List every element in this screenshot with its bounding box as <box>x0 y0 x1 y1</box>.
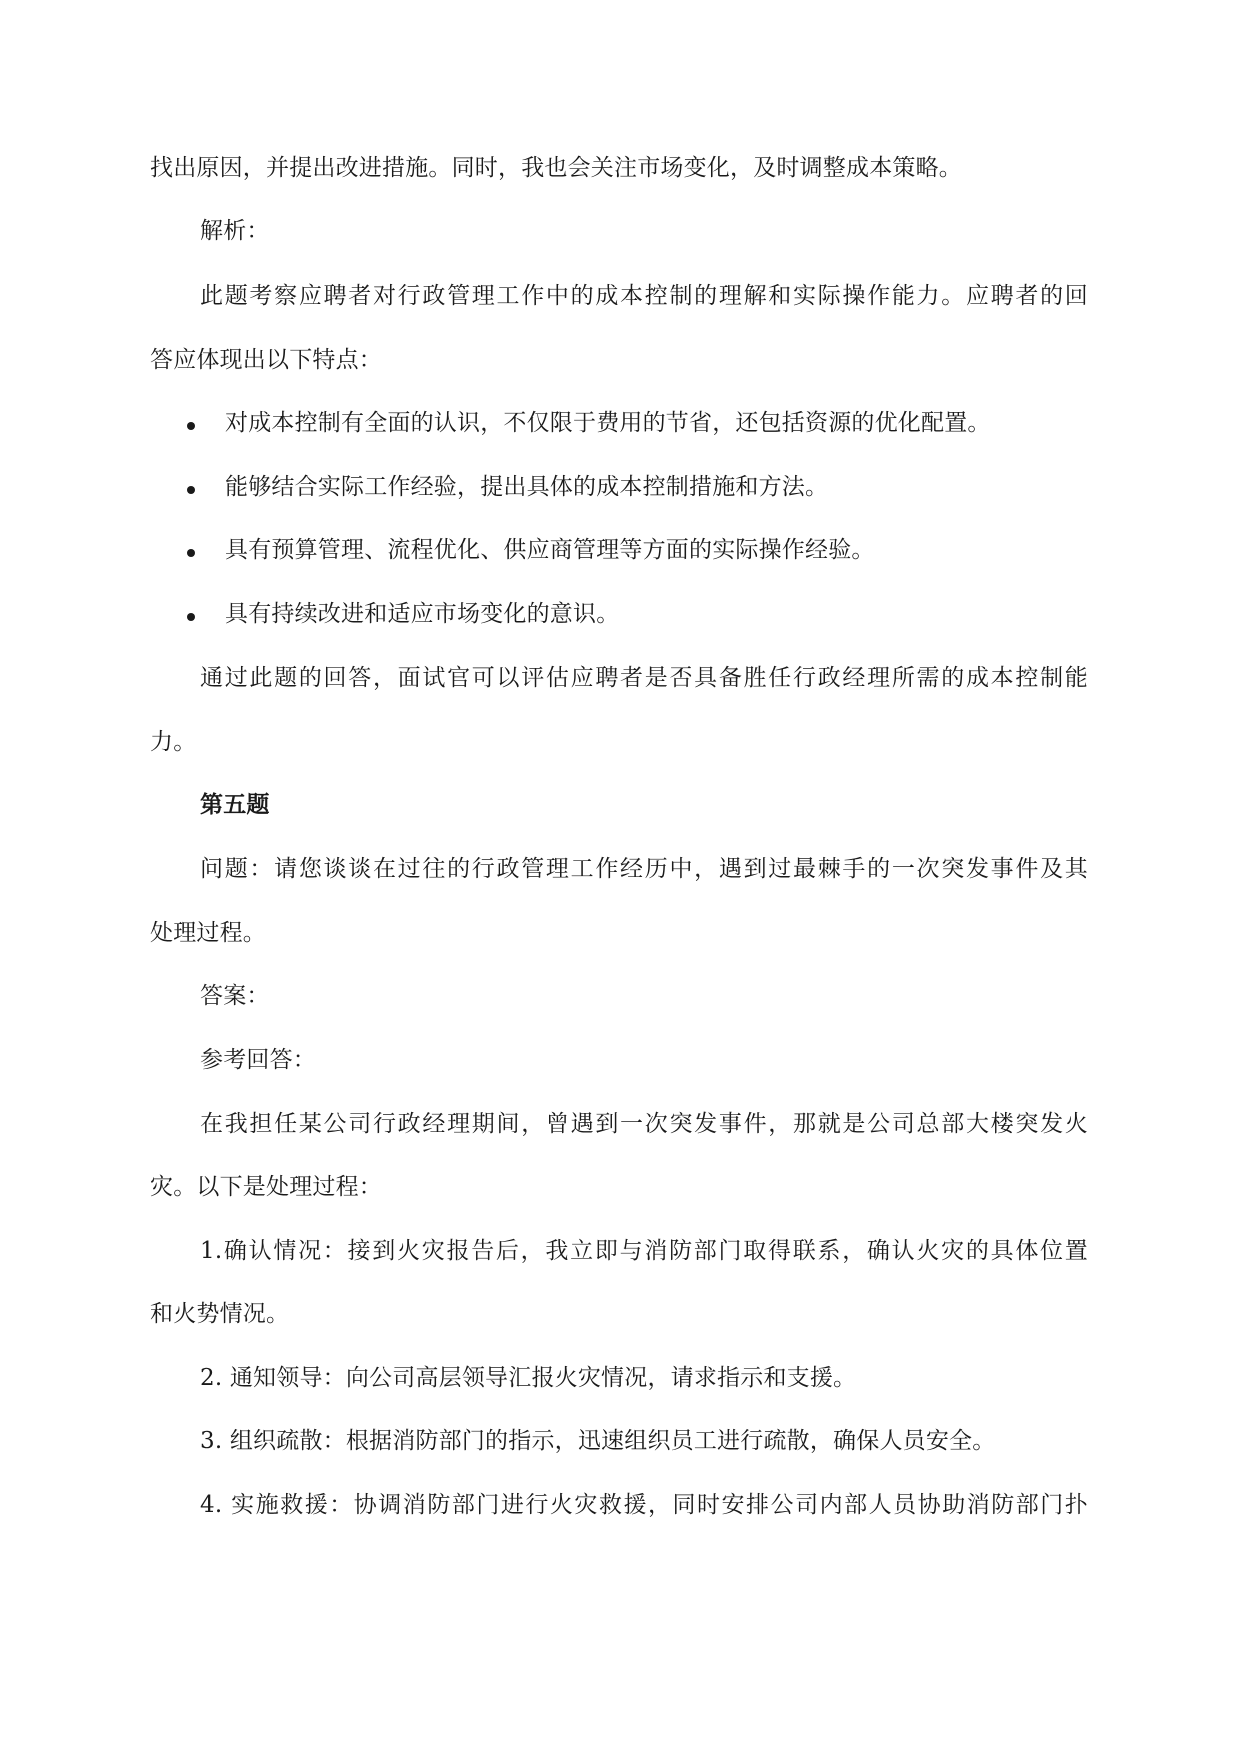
section-label-reference: 参考回答： <box>200 1047 316 1073</box>
question-line: 问题：请您谈谈在过往的行政管理工作经历中，遇到过最棘手的一次突发事件及其 <box>200 856 1088 882</box>
section-label-answer: 答案： <box>200 983 270 1009</box>
bullet-item: 具有持续改进和适应市场变化的意识。 <box>225 601 620 627</box>
bullet-dot-icon <box>187 549 195 557</box>
paragraph-line: 灾。以下是处理过程： <box>150 1174 382 1200</box>
numbered-item: 4. 实施救援：协调消防部门进行火灾救援，同时安排公司内部人员协助消防部门扑 <box>200 1492 1088 1518</box>
bullet-item: 能够结合实际工作经验，提出具体的成本控制措施和方法。 <box>225 474 829 500</box>
bullet-dot-icon <box>187 422 195 430</box>
paragraph-line: 答应体现出以下特点： <box>150 347 382 373</box>
bullet-item: 对成本控制有全面的认识，不仅限于费用的节省，还包括资源的优化配置。 <box>225 410 991 436</box>
paragraph-line: 通过此题的回答，面试官可以评估应聘者是否具备胜任行政经理所需的成本控制能 <box>200 665 1088 691</box>
paragraph-line: 力。 <box>150 729 197 755</box>
paragraph-line: 找出原因，并提出改进措施。同时，我也会关注市场变化，及时调整成本策略。 <box>150 155 962 181</box>
numbered-item: 2. 通知领导：向公司高层领导汇报火灾情况，请求指示和支援。 <box>200 1365 857 1391</box>
numbered-item: 3. 组织疏散：根据消防部门的指示，迅速组织员工进行疏散，确保人员安全。 <box>200 1428 996 1454</box>
bullet-dot-icon <box>187 486 195 494</box>
section-heading: 第五题 <box>200 791 270 818</box>
paragraph-line: 在我担任某公司行政经理期间，曾遇到一次突发事件，那就是公司总部大楼突发火 <box>200 1111 1088 1137</box>
question-line: 处理过程。 <box>150 920 266 946</box>
section-label-analysis: 解析： <box>200 218 270 244</box>
bullet-item: 具有预算管理、流程优化、供应商管理等方面的实际操作经验。 <box>225 537 875 563</box>
bullet-dot-icon <box>187 613 195 621</box>
paragraph-line: 此题考察应聘者对行政管理工作中的成本控制的理解和实际操作能力。应聘者的回 <box>200 283 1088 309</box>
numbered-item: 和火势情况。 <box>150 1301 290 1327</box>
numbered-item: 1.确认情况：接到火灾报告后，我立即与消防部门取得联系，确认火灾的具体位置 <box>200 1238 1088 1264</box>
